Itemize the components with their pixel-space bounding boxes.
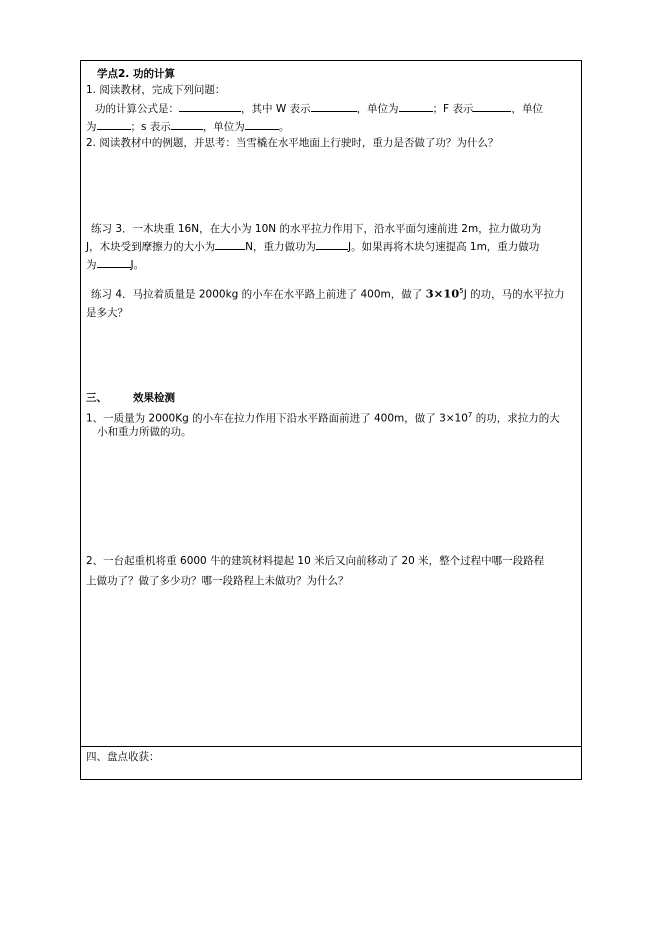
lift-work-unit: J。	[130, 259, 145, 271]
lift-work-blank[interactable]	[97, 256, 131, 268]
q1-exponent: 7	[467, 411, 473, 419]
exercise3-line1: 练习 3．一木块重 16N，在大小为 10N 的水平拉力作用下，沿水平面匀速前进 2m，拉力做功为	[91, 223, 542, 235]
section2-q1-intro: 1. 阅读教材，完成下列问题：	[86, 84, 226, 96]
s-prompt: ；s 表示	[130, 121, 171, 133]
f-unit-label: 为	[86, 121, 97, 133]
period: 。	[278, 121, 290, 133]
section2-q1-line1	[95, 100, 543, 117]
section2-q1-line2	[86, 118, 289, 135]
q1-text-end: 的功，求拉力的大	[472, 412, 560, 425]
q1-text: 1、一质量为 2000Kg 的小车在拉力作用下沿水平路面前进了 400m，做了 3×10	[86, 412, 468, 425]
s-unit-prompt: ，单位为	[202, 121, 245, 133]
exercise4-text: 练习 4．马拉着质量是 2000kg 的小车在水平路上前进了 400m，做了	[91, 288, 426, 301]
summary-cell[interactable]	[81, 746, 581, 779]
gravity-work-prompt: N，重力做功为	[245, 241, 316, 253]
exercise4-exponent: 5	[459, 287, 464, 295]
f-unit-blank[interactable]	[97, 118, 131, 130]
w-meaning-blank[interactable]	[311, 100, 357, 112]
section3-title: 效果检测	[133, 392, 175, 404]
section3-heading	[86, 390, 175, 406]
exercise3-line2	[86, 238, 539, 255]
w-prompt: ，其中 W 表示	[241, 103, 311, 115]
worksheet-table	[80, 60, 582, 780]
lift-work-label: 为	[86, 259, 97, 271]
exercise3-line3	[86, 256, 144, 273]
f-meaning-blank[interactable]	[473, 100, 511, 112]
section2-title: 学点2. 功的计算	[97, 68, 175, 80]
section3-q2-line2: 上做功了？做了多少功？哪一段路程上未做功？为什么？	[86, 575, 349, 587]
f-prompt: ；F 表示	[432, 103, 474, 115]
gravity-work-blank[interactable]	[316, 238, 348, 250]
section2-q2: 2. 阅读教材中的例题，并思考：当雪橇在水平地面上行驶时，重力是否做了功？为什么？	[86, 137, 499, 149]
formula-prompt: 功的计算公式是：	[95, 103, 179, 115]
exercise4-line1	[91, 283, 565, 303]
section3-number: 三、	[86, 392, 107, 404]
formula-blank[interactable]	[179, 100, 241, 112]
w-unit-prompt: ，单位为	[356, 103, 399, 115]
worksheet-main-cell	[81, 61, 581, 747]
f-unit-prompt: ，单位	[511, 103, 543, 115]
s-unit-blank[interactable]	[245, 118, 279, 130]
exercise4-text-end: J 的功，马的水平拉力	[463, 288, 565, 301]
section3-q2-line1: 2、一台起重机将重 6000 牛的建筑材料提起 10 米后又向前移动了 20 米，整个过程中哪一段路程	[86, 555, 545, 567]
s-meaning-blank[interactable]	[171, 118, 203, 130]
friction-prompt: J，木块受到摩擦力的大小为	[86, 241, 216, 253]
exercise4-line2: 是多大？	[86, 307, 128, 319]
section4-title: 四、盘点收获：	[86, 751, 160, 763]
section3-q1-line2: 小和重力所做的功。	[97, 426, 192, 438]
exercise4-work-value: 3×10	[425, 286, 460, 301]
friction-blank[interactable]	[215, 238, 245, 250]
lift-prompt: J。如果再将木块匀速提高 1m，重力做功	[347, 241, 540, 253]
w-unit-blank[interactable]	[399, 100, 433, 112]
